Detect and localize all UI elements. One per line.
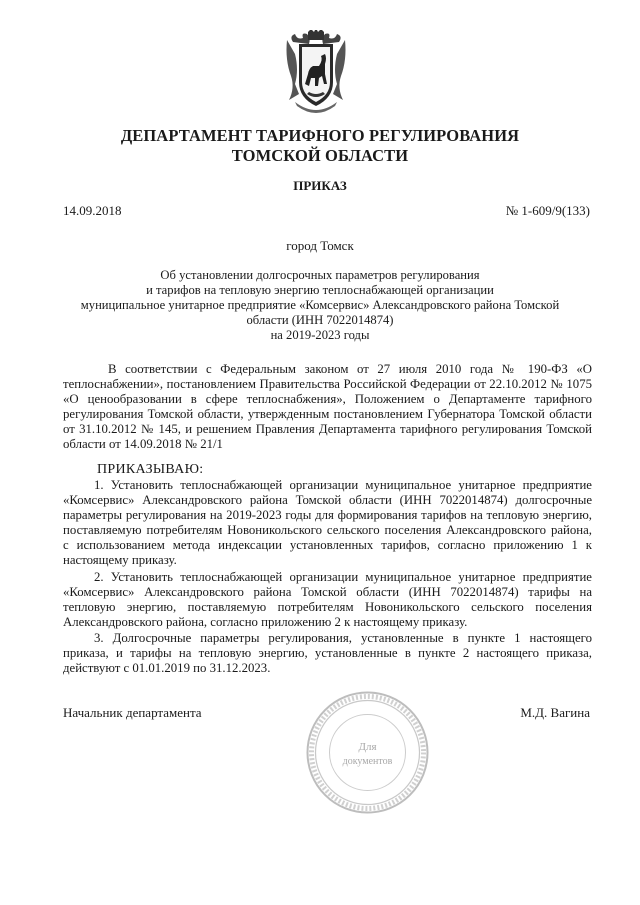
- document-type: ПРИКАЗ: [293, 178, 347, 193]
- item-line: настоящему приказу.: [63, 553, 177, 567]
- item-line: 2. Установить теплоснабжающей организации муниципальное унитарное предприятие: [94, 570, 592, 584]
- coat-of-arms-emblem: [285, 30, 347, 114]
- preamble-line: области от 14.09.2018 № 21/1: [63, 437, 223, 451]
- item-line: действуют с 01.01.2019 по 31.12.2023.: [63, 661, 271, 675]
- order-date: 14.09.2018: [63, 203, 122, 218]
- item-line: 3. Долгосрочные параметры регулирования, установленные в пункте 1 настоящего: [94, 631, 592, 645]
- item-line: 1. Установить теплоснабжающей организации муниципальное унитарное предприятие: [94, 478, 592, 492]
- item-line: «Комсервис» Александровского района Томской области (ИНН 7022014874) тарифы на: [63, 585, 592, 599]
- department-title-line1: ДЕПАРТАМЕНТ ТАРИФНОГО РЕГУЛИРОВАНИЯ: [120, 126, 520, 145]
- preamble-line: теплоснабжении», постановлением Правительства Российской Федерации от 22.10.2012 № 1075: [63, 377, 592, 391]
- preamble-line: В соответствии с Федеральным законом от 27 июля 2010 года № 190-ФЗ «О: [108, 362, 592, 376]
- item-line: параметры регулирования на 2019-2023 годы для формирования тарифов на тепловую энергию,: [63, 508, 592, 522]
- official-stamp: [305, 690, 430, 815]
- order-city: город Томск: [286, 238, 354, 253]
- signatory-title: Начальник департамента: [63, 705, 202, 720]
- preamble-line: «О ценообразовании в сфере теплоснабжения», Положением о Департаменте тарифного: [63, 392, 592, 406]
- item-line: поставляемую потребителям Новоникольского сельского поселения Александровского района,: [63, 523, 592, 537]
- order-word: ПРИКАЗЫВАЮ:: [97, 462, 204, 477]
- item-line: «Комсервис» Александровского района Томской области (ИНН 7022014874) долгосрочные: [63, 493, 592, 507]
- subject-line: области (ИНН 7022014874): [246, 313, 394, 327]
- subject-line: и тарифов на тепловую энергию теплоснабжающей организации: [146, 283, 494, 297]
- subject-line: Об установлении долгосрочных параметров регулирования: [160, 268, 480, 282]
- subject-line: на 2019-2023 годы: [270, 328, 370, 342]
- stamp-text-line2: документов: [342, 756, 393, 767]
- item-line: тепловую энергию, поставляемую потребителям Новоникольского сельского поселения: [63, 600, 592, 614]
- item-line: Александровского района, согласно приложению 2 к настоящему приказу.: [63, 615, 468, 629]
- department-title-line2: ТОМСКОЙ ОБЛАСТИ: [231, 146, 409, 165]
- item-line: приказа, и тарифы на тепловую энергию, установленные в пункте 2 настоящего приказа,: [63, 646, 592, 660]
- preamble-line: регулирования Томской области, утвержденным постановлением Губернатора Томской области: [63, 407, 592, 421]
- subject-line: муниципальное унитарное предприятие «Комсервис» Александровского района Томской: [80, 298, 560, 312]
- order-number: № 1-609/9(133): [505, 203, 590, 218]
- stamp-text-line1: Для: [358, 741, 377, 753]
- item-line: с использованием метода индексации установленных тарифов, согласно приложению 1 к: [63, 538, 592, 552]
- signatory-name: М.Д. Вагина: [520, 705, 590, 720]
- preamble-line: от 31.10.2012 № 145, и решением Правления Департамента тарифного регулирования Томской: [63, 422, 592, 436]
